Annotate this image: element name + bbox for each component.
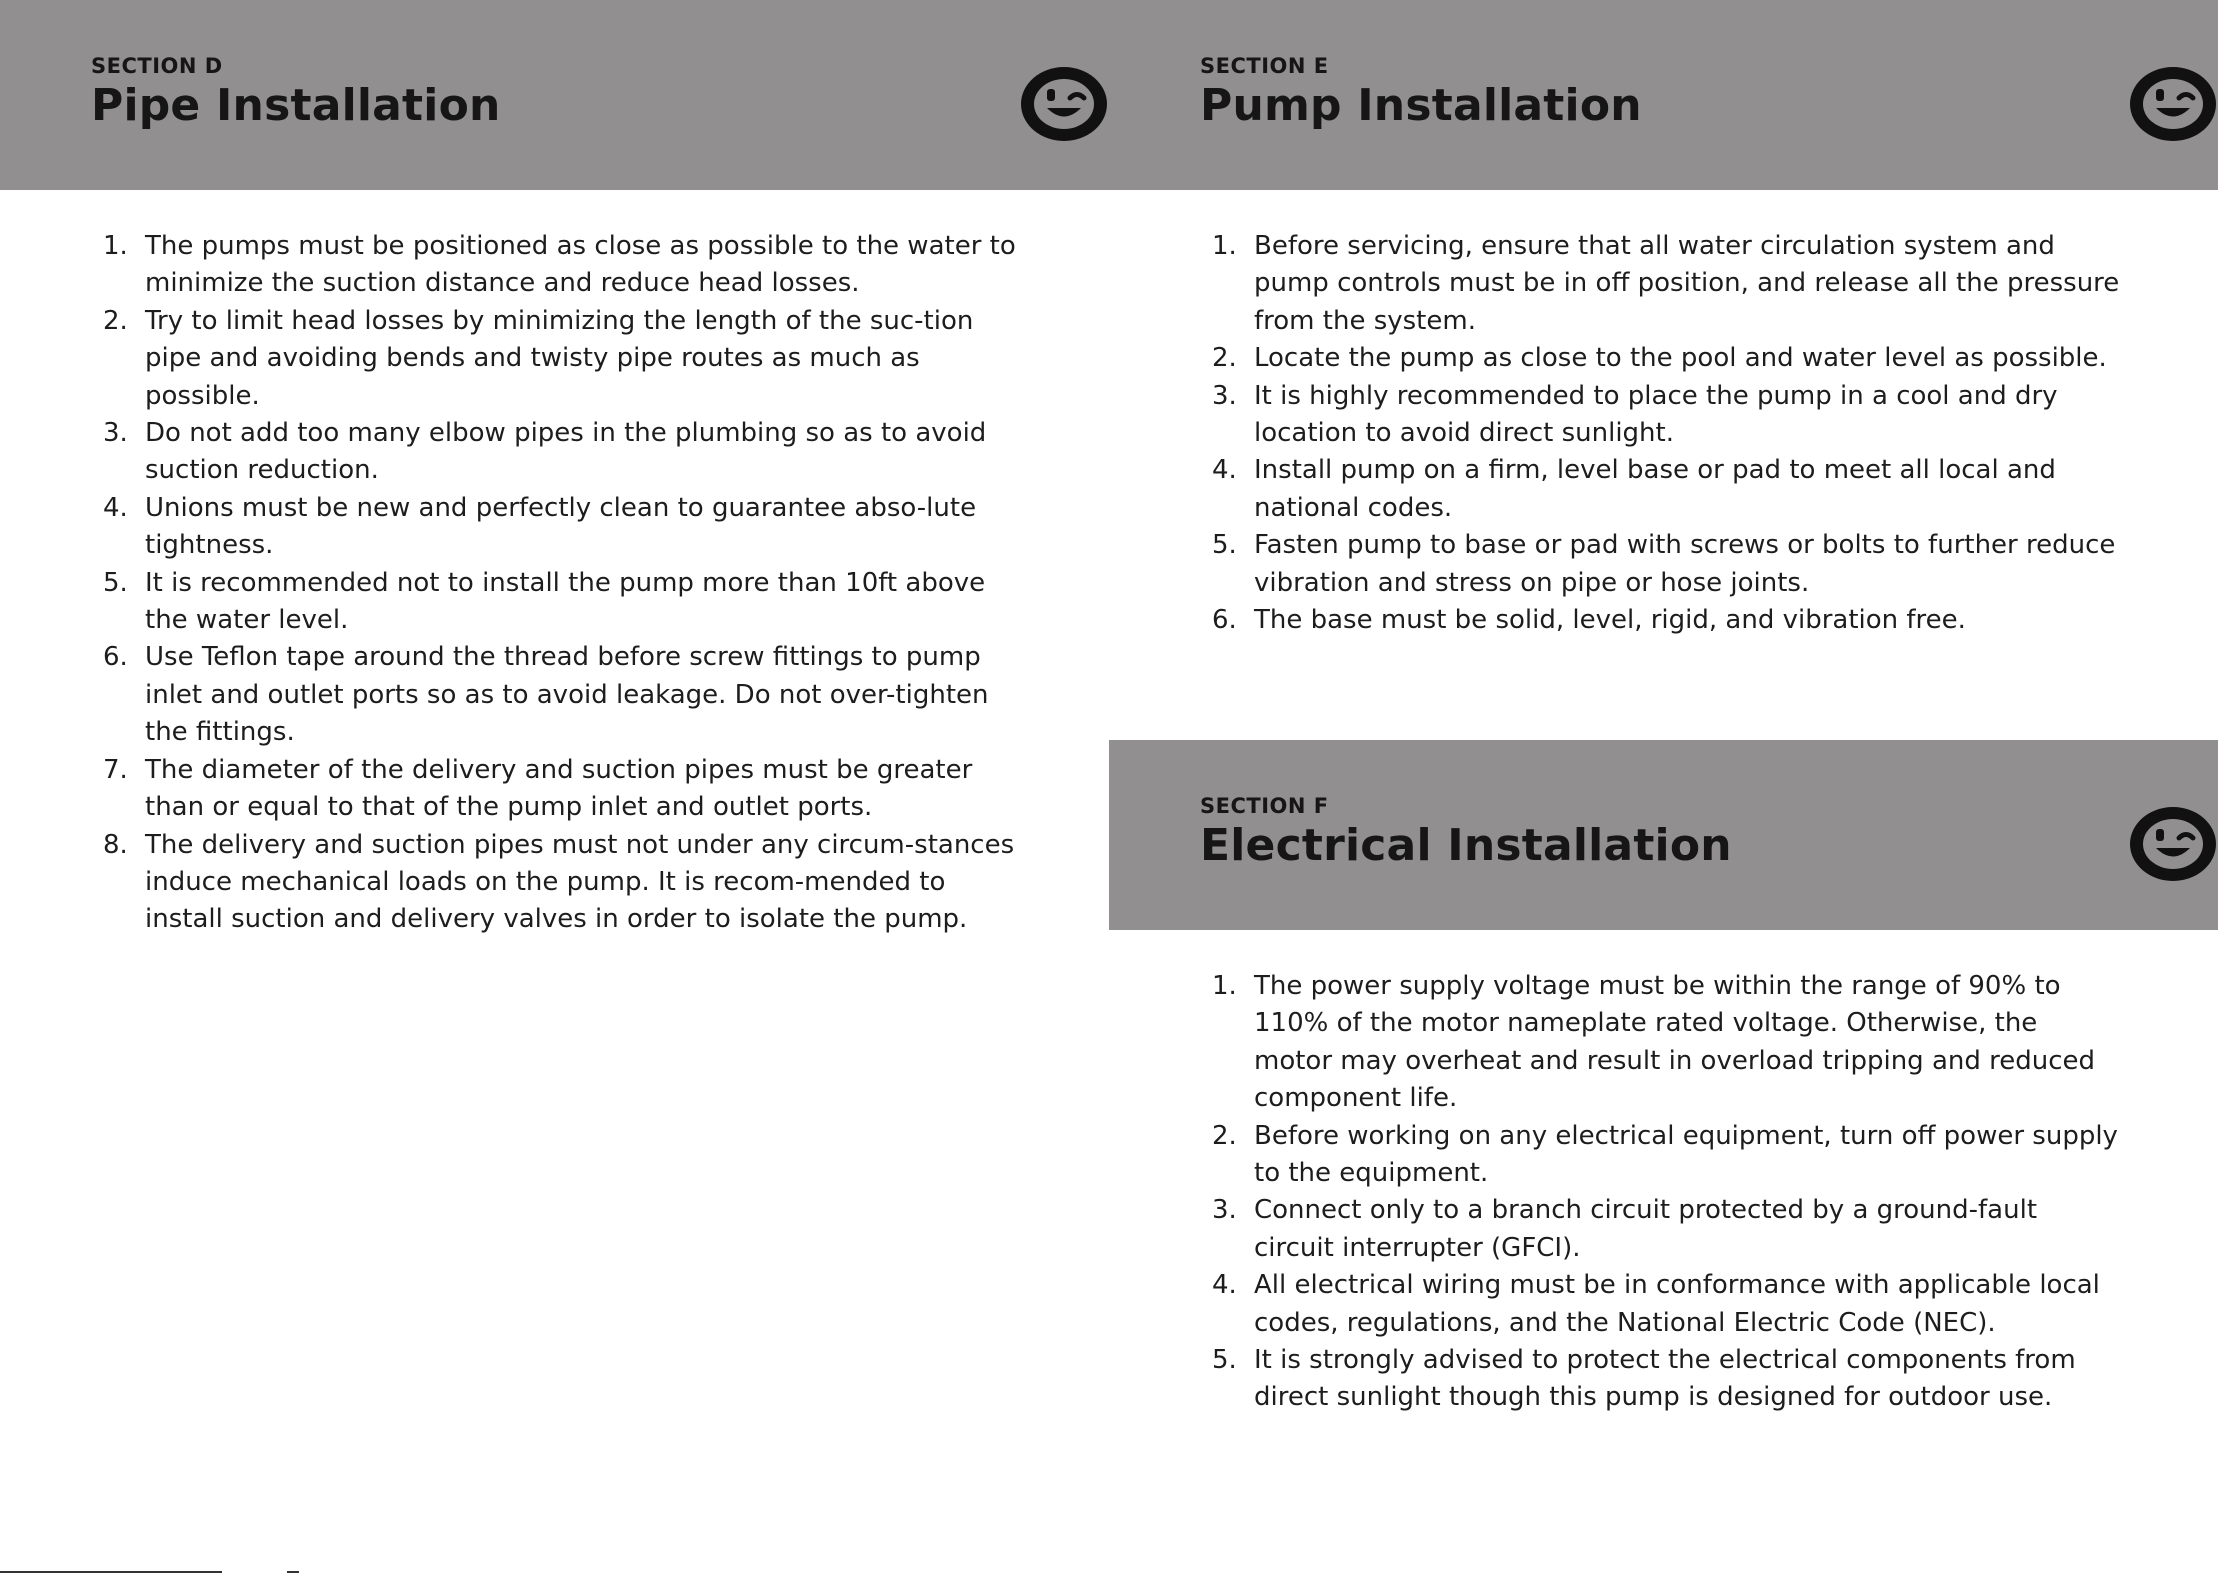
item-number: 1. — [103, 231, 128, 261]
item-number: 1. — [1212, 971, 1237, 1001]
item-text: The delivery and suction pipes must not under any circum-stances induce mechanical loads on the pump. It is recom-mended to install suction and delivery valves in order to isolate the pump. — [145, 829, 1015, 935]
list-item — [91, 303, 1021, 415]
item-text: Fasten pump to base or pad with screws or bolts to further reduce vibration and stress on pipe or hose joints. — [1254, 530, 2116, 598]
winking-smiley-icon — [2130, 67, 2216, 141]
item-text: Try to limit head losses by minimizing the length of the suc-tion pipe and avoiding bends and twisty pipe routes as much as possible. — [145, 305, 974, 411]
list-item — [91, 827, 1021, 939]
section-d-label: SECTION D — [91, 54, 223, 78]
right-page — [1109, 0, 2218, 1576]
item-text: It is strongly advised to protect the electrical components from direct sunlight though this pump is designed for outdoor use. — [1254, 1345, 2076, 1413]
section-d-title: Pipe Installation — [91, 80, 501, 131]
section-e-label: SECTION E — [1200, 54, 1329, 78]
item-text: The diameter of the delivery and suction pipes must be greater than or equal to that of the pump inlet and outlet ports. — [145, 754, 973, 823]
section-f-header — [1109, 740, 2218, 930]
item-number: 8. — [103, 829, 128, 860]
section-f-list — [1200, 968, 2120, 1417]
list-item — [1200, 1342, 2120, 1417]
item-text: The base must be solid, level, rigid, and vibration free. — [1254, 605, 1966, 636]
list-item — [1200, 1118, 2120, 1193]
item-number: 6. — [103, 642, 128, 673]
item-number: 5. — [1212, 530, 1237, 561]
item-text: It is recommended not to install the pump more than 10ft above the water level. — [145, 567, 986, 636]
list-item — [1200, 378, 2120, 453]
list-item — [1200, 527, 2120, 602]
item-number: 5. — [1212, 1345, 1237, 1376]
list-item — [1200, 1192, 2120, 1267]
list-item — [91, 639, 1021, 751]
item-text: The pumps must be positioned as close as possible to the water to minimize the suction distance and reduce head losses. — [145, 231, 1016, 299]
item-text: Do not add too many elbow pipes in the plumbing so as to avoid suction reduction. — [145, 418, 987, 486]
item-text: Connect only to a branch circuit protected by a ground-fault circuit interrupter (GFCI). — [1254, 1195, 2038, 1263]
item-number: 3. — [103, 418, 128, 449]
item-number: 2. — [103, 305, 128, 336]
section-f-title: Electrical Installation — [1200, 820, 1732, 871]
item-number: 5. — [103, 567, 128, 598]
item-number: 2. — [1212, 1120, 1237, 1151]
winking-smiley-icon — [1021, 67, 1107, 141]
item-number: 4. — [1212, 1270, 1237, 1301]
list-item — [1200, 452, 2120, 527]
item-number: 7. — [103, 754, 128, 785]
list-item — [91, 490, 1021, 565]
section-e-header — [1109, 0, 2218, 190]
item-text: Before working on any electrical equipment, turn off power supply to the equipment. — [1254, 1120, 2118, 1189]
item-number: 3. — [1212, 1195, 1237, 1226]
list-item — [1200, 1267, 2120, 1342]
list-item — [91, 565, 1021, 640]
list-item — [91, 228, 1021, 303]
item-text: Before servicing, ensure that all water circulation system and pump controls must be in off position, and release all the pressure from the system. — [1254, 231, 2120, 336]
item-number: 4. — [103, 492, 128, 523]
list-item — [1200, 968, 2120, 1118]
list-item — [1200, 602, 2120, 639]
item-number: 1. — [1212, 231, 1237, 261]
item-number: 4. — [1212, 455, 1237, 486]
footer-mark — [287, 1571, 299, 1573]
list-item — [91, 752, 1021, 827]
item-text: Unions must be new and perfectly clean to guarantee abso-lute tightness. — [145, 492, 977, 561]
list-item — [91, 415, 1021, 490]
item-text: It is highly recommended to place the pump in a cool and dry location to avoid direct sunlight. — [1254, 380, 2058, 449]
section-e-list — [1200, 228, 2120, 639]
item-number: 2. — [1212, 343, 1237, 374]
section-f-label: SECTION F — [1200, 794, 1329, 818]
list-item — [1200, 228, 2120, 340]
item-text: Locate the pump as close to the pool and water level as possible. — [1254, 343, 2107, 374]
item-text: Use Teflon tape around the thread before screw fittings to pump inlet and outlet ports so as to avoid leakage. Do not over-tighten the fittings. — [145, 642, 989, 748]
item-text: Install pump on a firm, level base or pad to meet all local and national codes. — [1254, 455, 2056, 523]
footer-rule — [0, 1571, 222, 1573]
item-number: 6. — [1212, 605, 1237, 636]
section-e-title: Pump Installation — [1200, 80, 1642, 131]
section-d-header — [0, 0, 1109, 190]
list-item — [1200, 340, 2120, 377]
item-text: All electrical wiring must be in conformance with applicable local codes, regulations, and the National Electric Code (NEC). — [1254, 1270, 2100, 1338]
winking-smiley-icon — [2130, 807, 2216, 881]
item-text: The power supply voltage must be within the range of 90% to 110% of the motor nameplate rated voltage. Otherwise, the motor may overheat and result in overload tripping and reduced component life. — [1254, 971, 2096, 1114]
item-number: 3. — [1212, 380, 1237, 411]
section-d-list — [91, 228, 1021, 939]
